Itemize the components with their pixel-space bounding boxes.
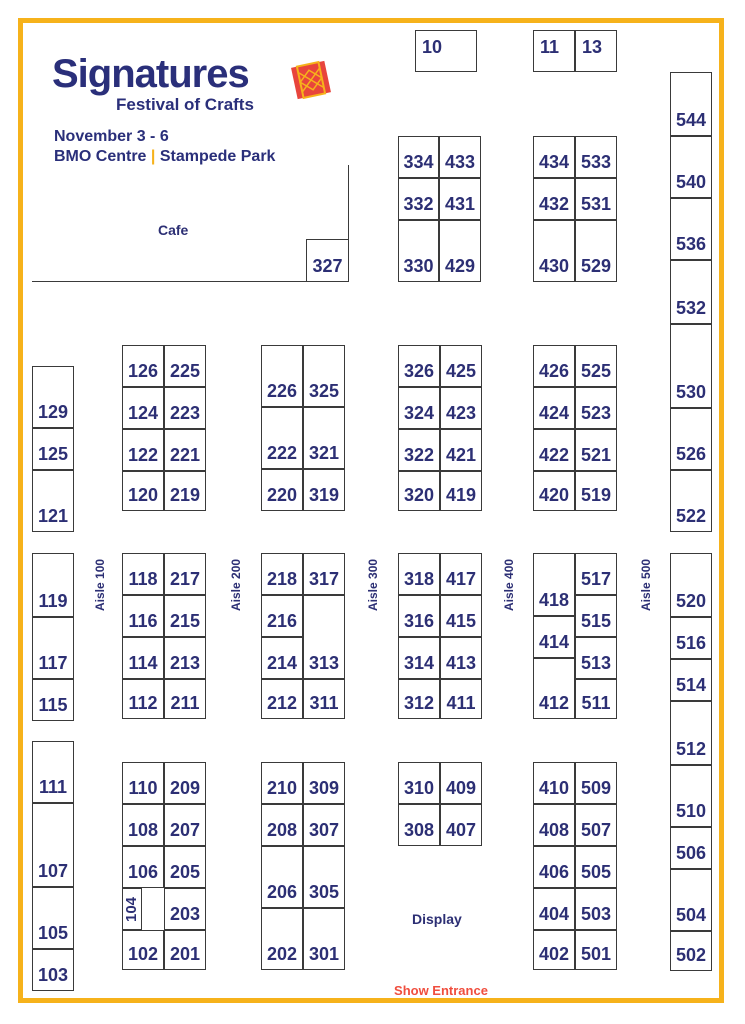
booth-110[interactable]: 110 bbox=[122, 762, 164, 804]
booth-214[interactable]: 214 bbox=[261, 637, 303, 679]
booth-221[interactable]: 221 bbox=[164, 429, 206, 471]
show-entrance-label: Show Entrance bbox=[394, 983, 488, 998]
booth-102[interactable]: 102 bbox=[122, 930, 164, 970]
cafe-wall-bottom bbox=[32, 281, 306, 282]
logo-subtitle: Festival of Crafts bbox=[116, 95, 254, 114]
booth-417[interactable]: 417 bbox=[440, 553, 482, 595]
booth-104[interactable] bbox=[122, 888, 142, 930]
booth-431[interactable]: 431 bbox=[439, 178, 481, 220]
booth-516[interactable]: 516 bbox=[670, 617, 712, 659]
booth-119[interactable]: 119 bbox=[32, 553, 74, 617]
venue-name: BMO Centre bbox=[54, 148, 147, 165]
booth-430[interactable]: 430 bbox=[533, 220, 575, 282]
booth-525[interactable]: 525 bbox=[575, 345, 617, 387]
booth-125[interactable]: 125 bbox=[32, 428, 74, 470]
booth-104-label: 104 bbox=[123, 896, 141, 922]
booth-418[interactable]: 418 bbox=[533, 553, 575, 616]
booth-308[interactable]: 308 bbox=[398, 804, 440, 846]
booth-531[interactable]: 531 bbox=[575, 178, 617, 220]
booth-226[interactable]: 226 bbox=[261, 345, 303, 407]
booth-206[interactable]: 206 bbox=[261, 846, 303, 908]
booth-124[interactable]: 124 bbox=[122, 387, 164, 429]
booth-202[interactable]: 202 bbox=[261, 908, 303, 970]
booth-544[interactable]: 544 bbox=[670, 72, 712, 136]
booth-120[interactable]: 120 bbox=[122, 471, 164, 511]
booth-420[interactable]: 420 bbox=[533, 471, 575, 511]
booth-212[interactable]: 212 bbox=[261, 679, 303, 719]
booth-309[interactable]: 309 bbox=[303, 762, 345, 804]
booth-326[interactable]: 326 bbox=[398, 345, 440, 387]
booth-322[interactable]: 322 bbox=[398, 429, 440, 471]
booth-432[interactable]: 432 bbox=[533, 178, 575, 220]
booth-410[interactable]: 410 bbox=[533, 762, 575, 804]
event-dates: November 3 - 6 bbox=[54, 128, 169, 145]
booth-103[interactable]: 103 bbox=[32, 949, 74, 991]
booth-411[interactable]: 411 bbox=[440, 679, 482, 719]
booth-310[interactable]: 310 bbox=[398, 762, 440, 804]
booth-107[interactable]: 107 bbox=[32, 803, 74, 887]
booth-122[interactable]: 122 bbox=[122, 429, 164, 471]
event-venue bbox=[54, 148, 275, 166]
booth-409[interactable]: 409 bbox=[440, 762, 482, 804]
aisle-300-label: Aisle 300 bbox=[366, 558, 380, 611]
booth-402[interactable]: 402 bbox=[533, 930, 575, 970]
logo-title: Signatures bbox=[52, 52, 249, 96]
booth-225[interactable]: 225 bbox=[164, 345, 206, 387]
aisle-100-label: Aisle 100 bbox=[93, 558, 107, 611]
booth-332[interactable]: 332 bbox=[398, 178, 439, 220]
booth-220[interactable]: 220 bbox=[261, 469, 303, 511]
booth-106[interactable]: 106 bbox=[122, 846, 164, 888]
booth-207[interactable]: 207 bbox=[164, 804, 206, 846]
booth-421[interactable]: 421 bbox=[440, 429, 482, 471]
booth-223[interactable]: 223 bbox=[164, 387, 206, 429]
aisle-500-label: Aisle 500 bbox=[639, 558, 653, 611]
logo-mark-icon bbox=[288, 58, 334, 102]
booth-519[interactable]: 519 bbox=[575, 471, 617, 511]
booth-512[interactable]: 512 bbox=[670, 701, 712, 765]
booth-319[interactable]: 319 bbox=[303, 469, 345, 511]
booth-312[interactable]: 312 bbox=[398, 679, 440, 719]
booth-513[interactable]: 513 bbox=[575, 637, 617, 679]
booth-530[interactable]: 530 bbox=[670, 324, 712, 408]
booth-218[interactable]: 218 bbox=[261, 553, 303, 595]
booth-501[interactable]: 501 bbox=[575, 930, 617, 970]
booth-423[interactable]: 423 bbox=[440, 387, 482, 429]
booth-219[interactable]: 219 bbox=[164, 471, 206, 511]
booth-434[interactable]: 434 bbox=[533, 136, 575, 178]
cafe-wall-right bbox=[348, 165, 349, 239]
booth-116[interactable]: 116 bbox=[122, 595, 164, 637]
booth-334[interactable]: 334 bbox=[398, 136, 439, 178]
booth-105[interactable]: 105 bbox=[32, 887, 74, 949]
booth-321[interactable]: 321 bbox=[303, 407, 345, 469]
booth-536[interactable]: 536 bbox=[670, 198, 712, 260]
booth-209[interactable]: 209 bbox=[164, 762, 206, 804]
booth-217[interactable]: 217 bbox=[164, 553, 206, 595]
booth-311[interactable]: 311 bbox=[303, 679, 345, 719]
booth-523[interactable]: 523 bbox=[575, 387, 617, 429]
booth-114[interactable]: 114 bbox=[122, 637, 164, 679]
booth-211[interactable]: 211 bbox=[164, 679, 206, 719]
booth-215[interactable]: 215 bbox=[164, 595, 206, 637]
booth-514[interactable]: 514 bbox=[670, 659, 712, 701]
booth-201[interactable]: 201 bbox=[164, 930, 206, 970]
booth-213[interactable]: 213 bbox=[164, 637, 206, 679]
venue-separator: | bbox=[150, 148, 156, 165]
booth-505[interactable]: 505 bbox=[575, 846, 617, 888]
booth-540[interactable]: 540 bbox=[670, 136, 712, 198]
booth-424[interactable]: 424 bbox=[533, 387, 575, 429]
booth-203[interactable]: 203 bbox=[164, 888, 206, 930]
booth-305[interactable]: 305 bbox=[303, 846, 345, 908]
booth-526[interactable]: 526 bbox=[670, 408, 712, 470]
booth-129[interactable]: 129 bbox=[32, 366, 74, 428]
booth-507[interactable]: 507 bbox=[575, 804, 617, 846]
booth-205[interactable]: 205 bbox=[164, 846, 206, 888]
cafe-label: Cafe bbox=[158, 222, 189, 238]
booth-509[interactable]: 509 bbox=[575, 762, 617, 804]
booth-515[interactable]: 515 bbox=[575, 595, 617, 637]
booth-532[interactable]: 532 bbox=[670, 260, 712, 324]
booth-511[interactable]: 511 bbox=[575, 679, 617, 719]
booth-108[interactable]: 108 bbox=[122, 804, 164, 846]
booth-522[interactable]: 522 bbox=[670, 470, 712, 532]
booth-10[interactable]: 10 bbox=[415, 30, 477, 72]
booth-408[interactable]: 408 bbox=[533, 804, 575, 846]
booth-316[interactable]: 316 bbox=[398, 595, 440, 637]
booth-330[interactable]: 330 bbox=[398, 220, 439, 282]
booth-13[interactable]: 13 bbox=[575, 30, 617, 72]
booth-415[interactable]: 415 bbox=[440, 595, 482, 637]
booth-412[interactable]: 412 bbox=[533, 658, 575, 719]
booth-307[interactable]: 307 bbox=[303, 804, 345, 846]
booth-327[interactable]: 327 bbox=[306, 239, 349, 282]
venue-park: Stampede Park bbox=[159, 148, 276, 165]
display-label: Display bbox=[412, 911, 462, 927]
booth-222[interactable]: 222 bbox=[261, 407, 303, 469]
booth-414[interactable]: 414 bbox=[533, 616, 575, 658]
booth-529[interactable]: 529 bbox=[575, 220, 617, 282]
booth-317[interactable]: 317 bbox=[303, 553, 345, 595]
booth-419[interactable]: 419 bbox=[440, 471, 482, 511]
booth-325[interactable]: 325 bbox=[303, 345, 345, 407]
booth-216[interactable]: 216 bbox=[261, 595, 303, 637]
booth-426[interactable]: 426 bbox=[533, 345, 575, 387]
booth-111[interactable]: 111 bbox=[32, 741, 74, 803]
aisle-200-label: Aisle 200 bbox=[229, 558, 243, 611]
booth-517[interactable]: 517 bbox=[575, 553, 617, 595]
booth-404[interactable]: 404 bbox=[533, 888, 575, 930]
booth-503[interactable]: 503 bbox=[575, 888, 617, 930]
booth-11[interactable]: 11 bbox=[533, 30, 575, 72]
booth-126[interactable]: 126 bbox=[122, 345, 164, 387]
booth-422[interactable]: 422 bbox=[533, 429, 575, 471]
booth-521[interactable]: 521 bbox=[575, 429, 617, 471]
booth-210[interactable]: 210 bbox=[261, 762, 303, 804]
booth-118[interactable]: 118 bbox=[122, 553, 164, 595]
booth-533[interactable]: 533 bbox=[575, 136, 617, 178]
booth-313[interactable]: 313 bbox=[303, 595, 345, 679]
booth-429[interactable]: 429 bbox=[439, 220, 481, 282]
booth-324[interactable]: 324 bbox=[398, 387, 440, 429]
booth-433[interactable]: 433 bbox=[439, 136, 481, 178]
booth-301[interactable]: 301 bbox=[303, 908, 345, 970]
booth-510[interactable]: 510 bbox=[670, 765, 712, 827]
booth-208[interactable]: 208 bbox=[261, 804, 303, 846]
booth-502[interactable]: 502 bbox=[670, 931, 712, 971]
booth-504[interactable]: 504 bbox=[670, 869, 712, 931]
booth-506[interactable]: 506 bbox=[670, 827, 712, 869]
booth-121[interactable]: 121 bbox=[32, 470, 74, 532]
booth-314[interactable]: 314 bbox=[398, 637, 440, 679]
booth-112[interactable]: 112 bbox=[122, 679, 164, 719]
booth-425[interactable]: 425 bbox=[440, 345, 482, 387]
booth-407[interactable]: 407 bbox=[440, 804, 482, 846]
booth-520[interactable]: 520 bbox=[670, 553, 712, 617]
booth-115[interactable]: 115 bbox=[32, 679, 74, 721]
aisle-400-label: Aisle 400 bbox=[502, 558, 516, 611]
booth-318[interactable]: 318 bbox=[398, 553, 440, 595]
booth-406[interactable]: 406 bbox=[533, 846, 575, 888]
booth-320[interactable]: 320 bbox=[398, 471, 440, 511]
booth-413[interactable]: 413 bbox=[440, 637, 482, 679]
booth-117[interactable]: 117 bbox=[32, 617, 74, 679]
